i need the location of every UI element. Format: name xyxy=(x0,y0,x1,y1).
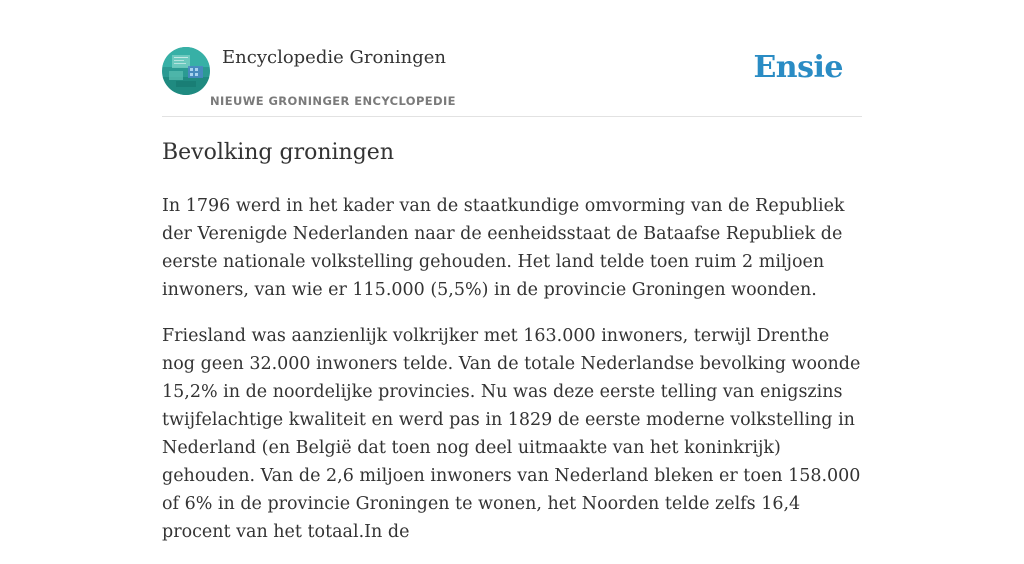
article-title: Bevolking groningen xyxy=(162,140,394,165)
site-subtitle: NIEUWE GRONINGER ENCYCLOPEDIE xyxy=(210,94,456,108)
site-header xyxy=(162,0,862,117)
page xyxy=(162,0,862,542)
site-title[interactable]: Encyclopedie Groningen xyxy=(222,47,447,68)
article-paragraph: In 1796 werd in het kader van de staatkundige omvorming van de Republiek der Verenigde Nederlanden naar de eenheidsstaat de Bataafse Republiek de eerste nationale volkstelling gehouden. Het land telde toen ruim 2 miljoen inwoners, van wie er 115.000 (5,5%) in de provincie Groningen woonden. xyxy=(162,196,845,300)
map-thumbnail-icon[interactable] xyxy=(162,47,210,95)
article-paragraph: Friesland was aanzienlijk volkrijker met 163.000 inwoners, terwijl Drenthe nog geen 32.000 inwoners telde. Van de totale Nederlandse bevolking woonde 15,2% in de noordelijke provincies. Nu was deze eerste telling van enigszins twijfelachtige kwaliteit en werd pas in 1829 de eerste moderne volkstelling in Nederland (en België dat toen nog deel uitmaakte van het koninkrijk) gehouden. Van de 2,6 miljoen inwoners van Nederland bleken er toen 158.000 of 6% in de provincie Groningen te wonen, het Noorden telde zelfs 16,4 procent van het totaal.In de xyxy=(162,326,861,542)
brand-logo[interactable]: Ensie xyxy=(753,50,843,85)
article-body xyxy=(162,192,862,564)
